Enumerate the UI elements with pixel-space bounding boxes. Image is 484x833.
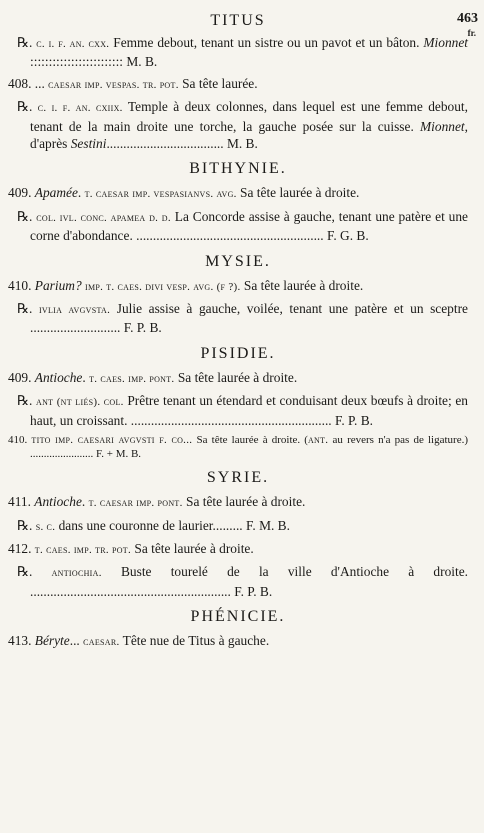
legend-text: t. caes. imp. pont. (89, 372, 175, 385)
entry-text: . (77, 185, 85, 201)
section-heading: BITHYNIE. (189, 160, 287, 178)
italic-text: Antioche (34, 369, 83, 385)
coin-obverse-entry (8, 540, 468, 559)
page-body (8, 34, 468, 652)
coin-obverse-entry (8, 493, 468, 512)
legend-text: s. c. (35, 520, 56, 533)
legend-text: t. caes. imp. tr. pot. (34, 543, 132, 556)
legend-text: ivlia avgvsta. (38, 304, 111, 317)
entry-text: ::::::::::::::::::::::::: M. B. (30, 54, 158, 70)
section-heading: PISIDIE. (200, 344, 276, 362)
coin-reverse-entry (8, 300, 468, 337)
coin-reverse-entry (8, 98, 468, 152)
italic-text: Mionnet (423, 35, 469, 50)
entry-text: Sa tête laurée à droite. (174, 369, 298, 385)
running-title: TITUS (210, 12, 266, 29)
entry-text: ... (69, 633, 84, 649)
entry-text: 409. (8, 185, 35, 201)
coin-note-entry (8, 433, 468, 461)
legend-text: tito imp. caesari avgvsti f. co... (31, 434, 193, 447)
entry-text: 410. (8, 434, 32, 447)
entry-text: ℞. (17, 393, 37, 409)
coin-obverse-entry (8, 75, 468, 94)
entry-text: La Concorde assise à gauche, tenant une patère et une corne d'abondance. ........................................................ F. G. B. (30, 208, 468, 244)
entry-text: au revers n'a pas de ligature.) ....................... F. + M. B. (30, 434, 468, 461)
legend-text: col. ivl. conc. apamea d. d. (36, 211, 171, 224)
legend-text: c. i. f. an. cxx. (36, 38, 110, 50)
entry-text: 409. (8, 369, 35, 385)
italic-text: Béryte (34, 633, 70, 649)
entry-text: , d'après (30, 118, 468, 152)
entry-text: ℞. (17, 35, 37, 50)
entry-text: Sa tête laurée à droite. (182, 494, 306, 510)
entry-text: 408. ... (8, 75, 49, 91)
italic-text: Apamée (34, 185, 78, 201)
entry-text: ℞. (17, 301, 39, 317)
entry-text: 413. (8, 633, 35, 649)
coin-reverse-entry (8, 34, 468, 71)
margin-note: fr. (467, 28, 476, 38)
coin-obverse-entry (8, 632, 468, 651)
italic-text: Parium? (34, 277, 82, 293)
coin-obverse-entry (8, 184, 468, 203)
legend-text: t. caesar imp. pont. (88, 497, 183, 510)
entry-text: Sa tête laurée. (178, 75, 258, 91)
entry-text: Tête nue de Titus à gauche. (119, 633, 270, 649)
section-heading: MYSIE. (205, 252, 271, 270)
legend-text: t. caesar imp. vespasianvs. avg. (84, 188, 237, 201)
entry-text: Sa tête laurée à droite. (131, 540, 254, 556)
entry-text: 411. (8, 494, 35, 510)
legend-text: ant. (307, 434, 329, 447)
legend-text: caesar. (83, 636, 120, 649)
entry-text: ℞. (17, 517, 36, 533)
entry-text: dans une couronne de laurier......... F. M. B. (55, 517, 290, 533)
entry-text: . (81, 494, 89, 510)
coin-reverse-entry (8, 517, 468, 536)
section-heading: SYRIE. (206, 469, 270, 487)
entry-text: 410. (8, 277, 35, 293)
entry-text: Sa tête laurée à droite. ( (192, 434, 308, 447)
entry-text: . (82, 369, 90, 385)
coin-reverse-entry (8, 563, 468, 600)
section-heading: PHÉNICIE. (190, 608, 286, 626)
page-number: 463 (457, 11, 478, 26)
entry-text: ℞. (17, 99, 38, 115)
legend-text: imp. t. caes. divi vesp. avg. (f ?). (85, 280, 241, 293)
legend-text: antiochia. (51, 567, 102, 580)
entry-text: Julie assise à gauche, voilée, tenant une patère et un sceptre ........................... F. P. B. (30, 301, 469, 336)
entry-text: Sa tête laurée à droite. (236, 185, 360, 201)
entry-text: Femme debout, tenant un sistre ou un pavot et un bâton. (109, 35, 424, 50)
entry-text: Prêtre tenant un étendard et conduisant deux bœufs à droite; en haut, un croissant. ............................................................ F. P. B. (30, 393, 469, 428)
legend-text: caesar imp. vespas. tr. pot. (48, 78, 179, 91)
entry-text: ................................... M. B. (106, 136, 258, 152)
italic-text: Sestini (70, 136, 107, 152)
coin-reverse-entry (8, 392, 468, 429)
coin-obverse-entry (8, 369, 468, 388)
italic-text: Antioche (34, 494, 82, 510)
legend-text: c. i. f. an. cxiix. (37, 102, 123, 115)
entry-text: ℞. (17, 208, 37, 224)
italic-text: Mionnet (420, 118, 465, 134)
entry-text: Temple à deux colonnes, dans lequel est une femme debout, tenant de la main droite une torche, la gauche posée sur la cuisse. (30, 99, 468, 134)
entry-text: Sa tête laurée à droite. (240, 277, 364, 293)
legend-text: ant (nt liés). col. (36, 396, 124, 409)
entry-text: 412. (8, 540, 35, 556)
coin-obverse-entry (8, 277, 468, 296)
entry-text: ℞. (17, 564, 52, 580)
entry-text: Buste tourelé de la ville d'Antioche à droite. ............................................................ F. P. B. (30, 564, 469, 599)
running-head (8, 8, 478, 38)
coin-reverse-entry (8, 208, 468, 245)
